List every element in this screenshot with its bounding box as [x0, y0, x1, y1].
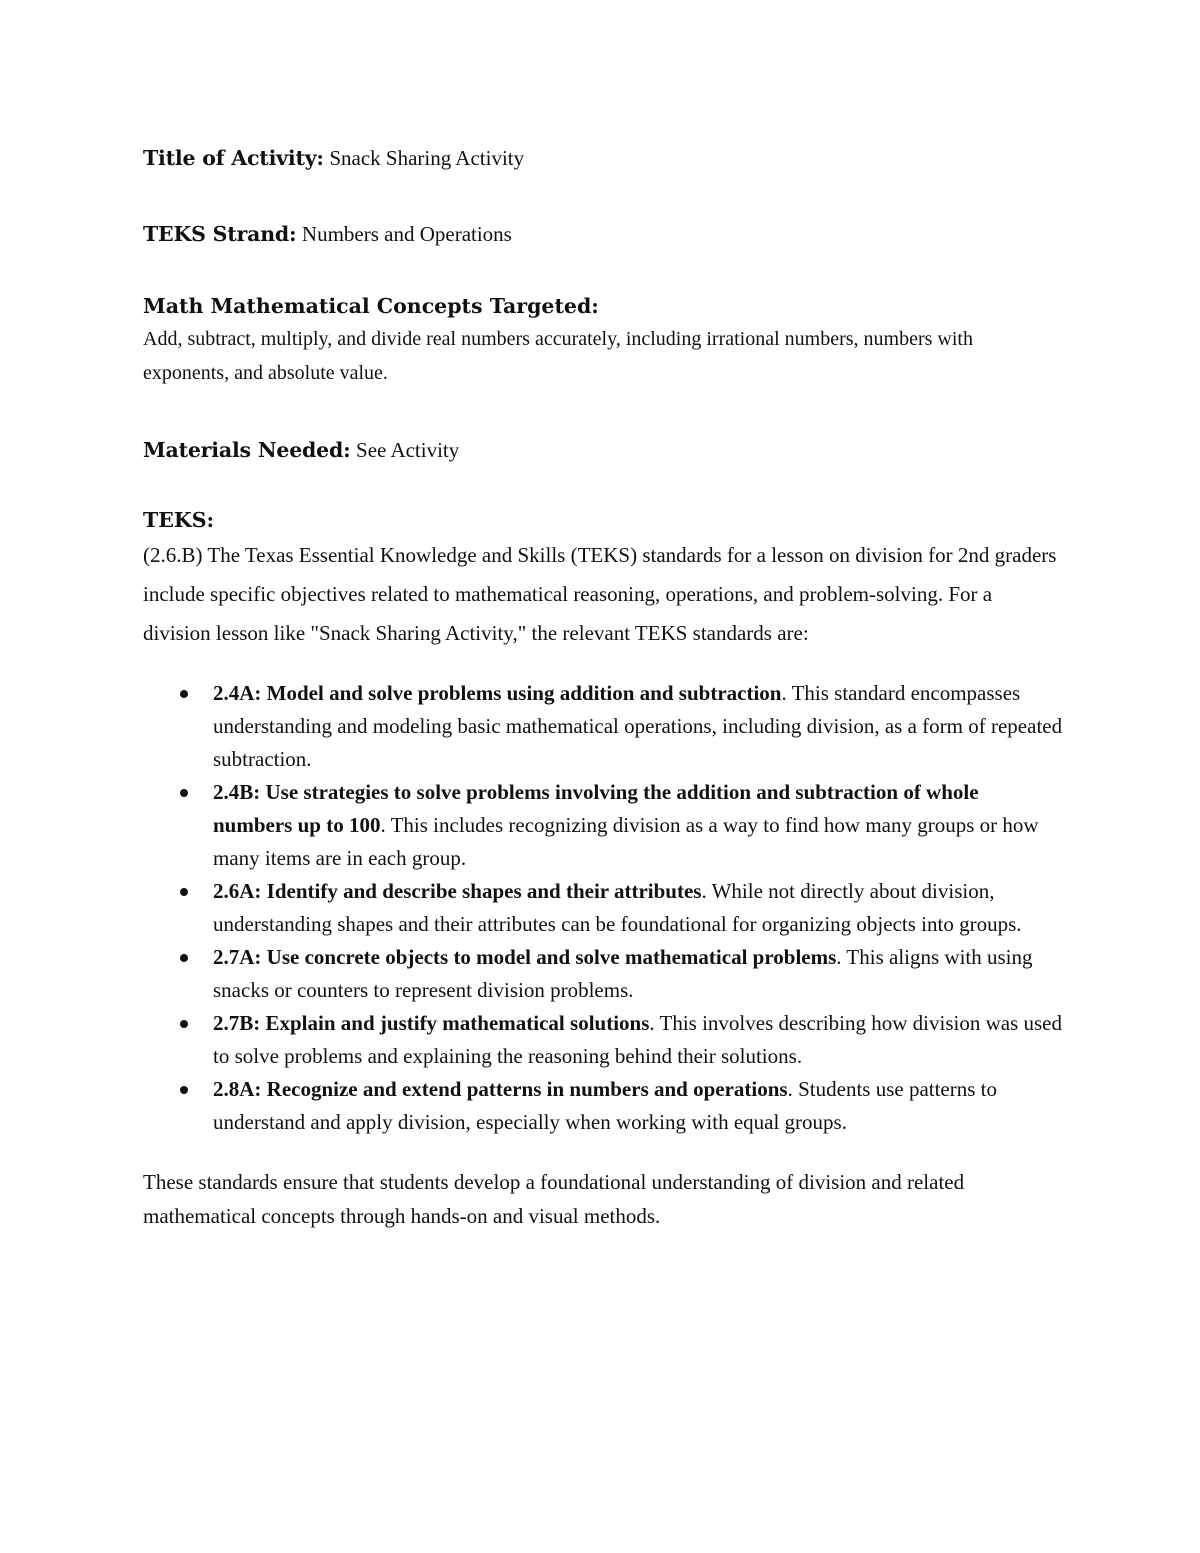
bullet-icon — [180, 789, 188, 797]
teks-heading: TEKS: — [143, 508, 215, 532]
list-item — [143, 1007, 1063, 1073]
standards-list — [143, 677, 1063, 1139]
teks-strand-label: TEKS Strand: — [143, 222, 297, 246]
activity-title-value: Snack Sharing Activity — [329, 146, 525, 170]
list-item — [143, 941, 1063, 1007]
standard-code-title: 2.4A: Model and solve problems using addition and subtraction — [213, 681, 782, 705]
document-page — [143, 138, 1063, 1233]
standard-description: . This standard encompasses understanding and modeling basic mathematical operations, including division, as a form of repeated subtraction. — [213, 681, 1063, 771]
teks-intro-paragraph: (2.6.B) The Texas Essential Knowledge and Skills (TEKS) standards for a lesson on division for 2nd graders include specific objectives related to mathematical reasoning, operations, and problem-solving. For a division lesson like "Snack Sharing Activity," the relevant TEKS standards are: — [143, 543, 1057, 645]
standard-code-title: 2.4B: Use strategies to solve problems involving the addition and subtraction of whole numbers up to 100 — [213, 780, 979, 837]
list-item — [143, 776, 1063, 875]
standard-description: . While not directly about division, understanding shapes and their attributes can be foundational for organizing objects into groups. — [213, 879, 1022, 936]
standard-description: . This aligns with using snacks or counters to represent division problems. — [213, 945, 1033, 1002]
activity-title-line — [143, 138, 1063, 178]
closing-paragraph: These standards ensure that students develop a foundational understanding of division and related mathematical concepts through hands-on and visual methods. — [143, 1170, 965, 1228]
materials-value: See Activity — [356, 438, 460, 462]
concepts-text: Add, subtract, multiply, and divide real numbers accurately, including irrational numbers, numbers with exponents, and absolute value. — [143, 328, 973, 384]
bullet-icon — [180, 690, 188, 698]
teks-strand-value: Numbers and Operations — [301, 222, 512, 246]
list-item — [143, 875, 1063, 941]
materials-label: Materials Needed: — [143, 438, 351, 462]
activity-title-label: Title of Activity: — [143, 146, 324, 170]
list-item — [143, 677, 1063, 776]
standard-code-title: 2.6A: Identify and describe shapes and their attributes — [213, 879, 702, 903]
bullet-icon — [180, 1086, 188, 1094]
standard-description: . Students use patterns to understand and apply division, especially when working with equal groups. — [213, 1077, 998, 1134]
teks-strand-line — [143, 214, 1063, 254]
standard-description: . This involves describing how division was used to solve problems and explaining the reasoning behind their solutions. — [213, 1011, 1062, 1068]
standard-description: . This includes recognizing division as a way to find how many groups or how many items are in each group. — [213, 813, 1039, 870]
bullet-icon — [180, 888, 188, 896]
standard-code-title: 2.7A: Use concrete objects to model and solve mathematical problems — [213, 945, 837, 969]
materials-line — [143, 430, 1063, 470]
standard-code-title: 2.7B: Explain and justify mathematical solutions — [213, 1011, 650, 1035]
bullet-icon — [180, 1020, 188, 1028]
bullet-icon — [180, 954, 188, 962]
concepts-heading: Math Mathematical Concepts Targeted: — [143, 294, 599, 318]
standard-code-title: 2.8A: Recognize and extend patterns in numbers and operations — [213, 1077, 788, 1101]
list-item — [143, 1073, 1063, 1139]
